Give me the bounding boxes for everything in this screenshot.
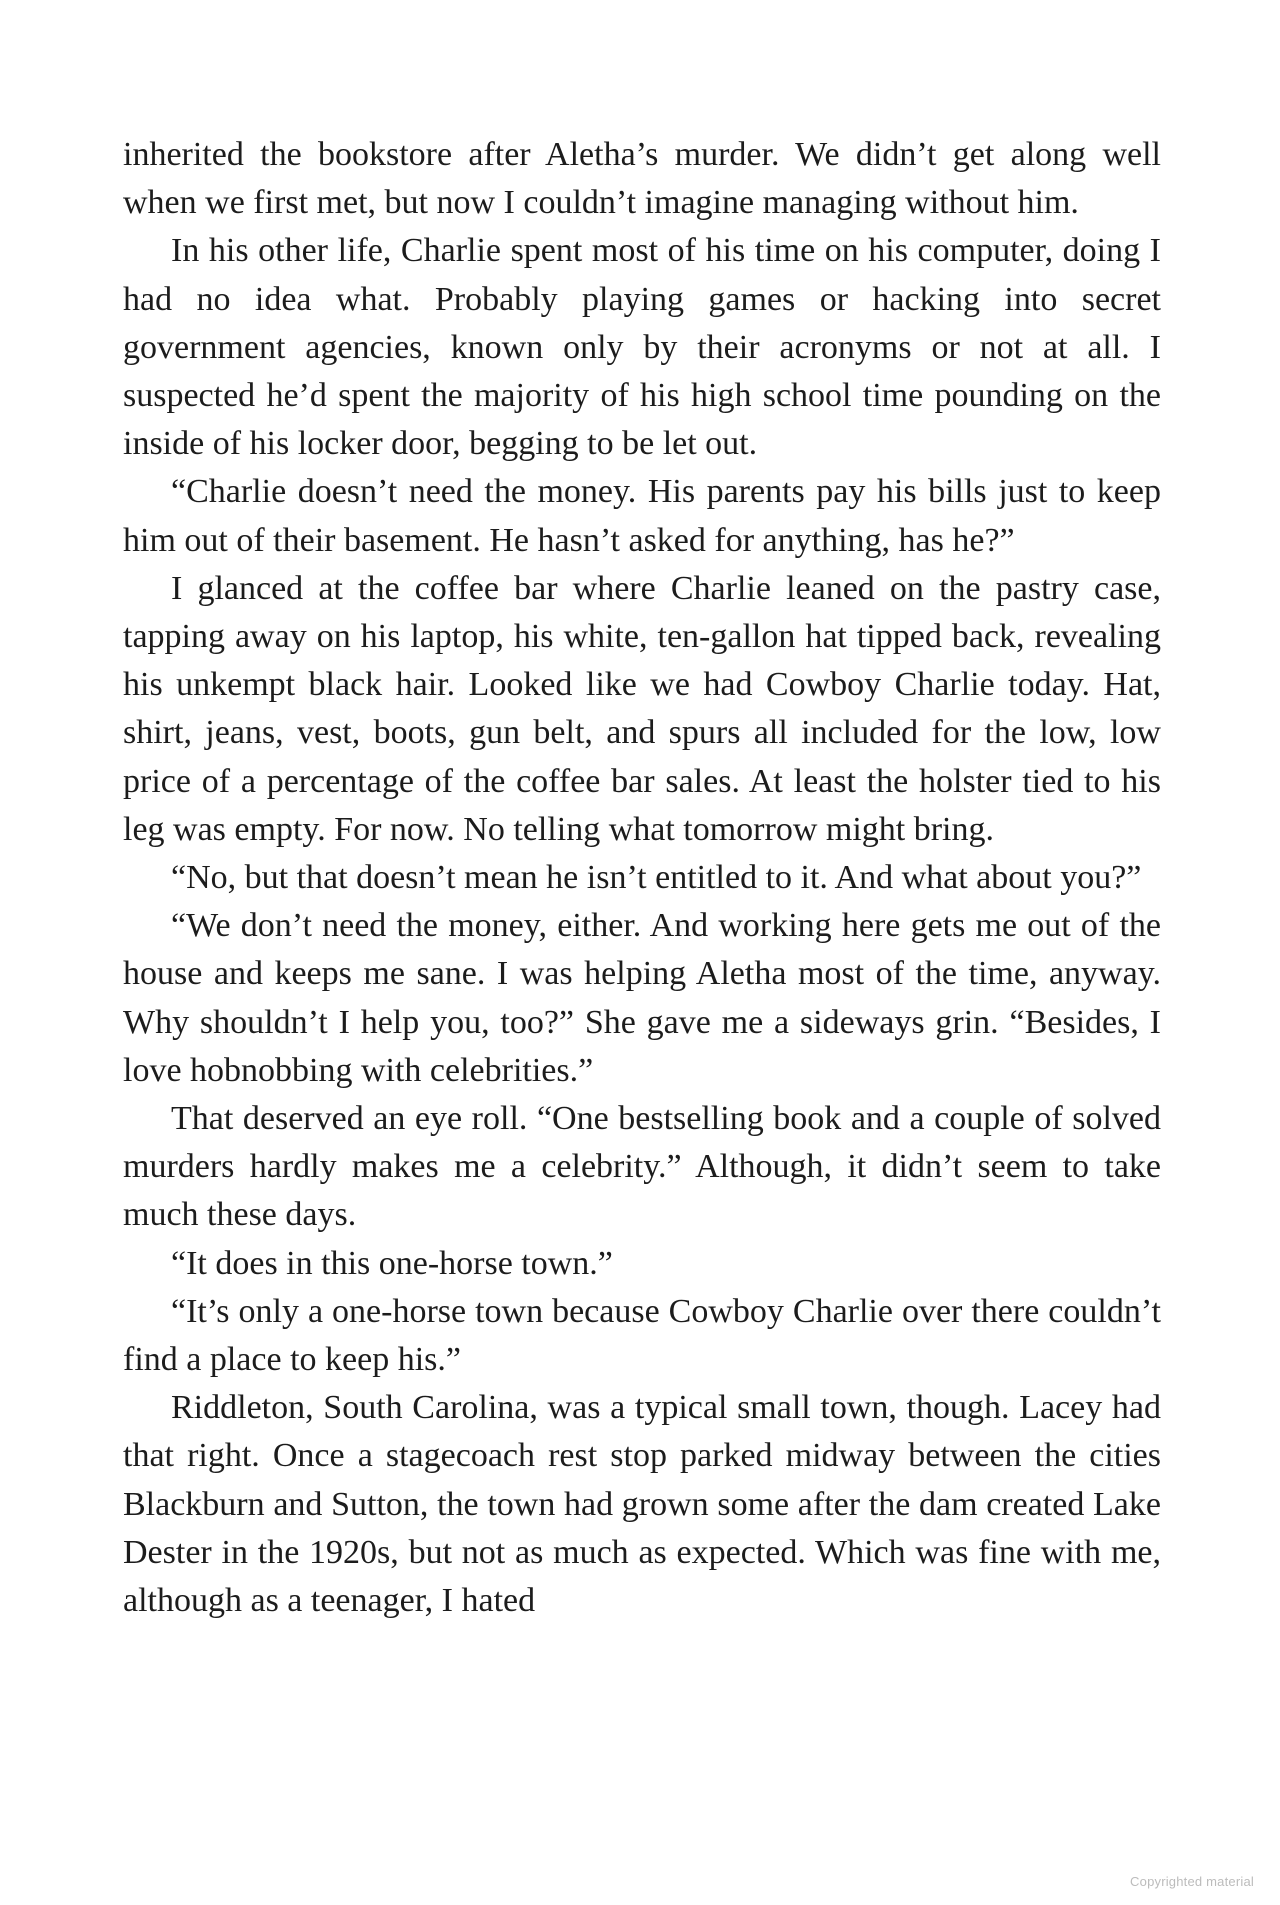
paragraph: “It does in this one-horse town.” xyxy=(171,1244,613,1282)
paragraph: inherited the bookstore after Aletha’s murder. We didn’t get along well when we first met, but now I couldn’t imagine managing without him. xyxy=(123,136,1161,222)
paragraph: “Charlie doesn’t need the money. His parents pay his bills just to keep him out of their basement. He hasn’t asked for anything, has he?” xyxy=(123,473,1161,559)
paragraph: “No, but that doesn’t mean he isn’t entitled to it. And what about you?” xyxy=(171,859,1142,897)
paragraph: I glanced at the coffee bar where Charlie leaned on the pastry case, tapping away on his laptop, his white, ten-gallon hat tipped back, revealing his unkempt black hair. Looked like we had Cowboy Charlie today. Hat, shirt, jeans, vest, boots, gun belt, and spurs all included for the low, low price of a percentage of the coffee bar sales. At least the holster tied to his leg was empty. For now. No telling what tomorrow might bring. xyxy=(123,569,1161,848)
paragraph: “We don’t need the money, either. And working here gets me out of the house and keeps me sane. I was helping Aletha most of the time, anyway. Why shouldn’t I help you, too?” She gave me a sideways grin. “Besides, I love hobnobbing with celebrities.” xyxy=(123,907,1161,1089)
paragraph: “It’s only a one-horse town because Cowboy Charlie over there couldn’t find a place to keep his.” xyxy=(123,1292,1161,1379)
copyright-watermark: Copyrighted material xyxy=(1130,1874,1254,1889)
paragraph: That deserved an eye roll. “One bestselling book and a couple of solved murders hardly makes me a celebrity.” Although, it didn’t seem to take much these days. xyxy=(123,1100,1161,1234)
paragraph: In his other life, Charlie spent most of his time on his computer, doing I had no idea what. Probably playing games or hacking into secret government agencies, known only by their acronyms or not at all. I suspected he’d spent the majority of his high school time pounding on the inside of his locker door, begging to be let out. xyxy=(123,232,1161,463)
paragraph: Riddleton, South Carolina, was a typical small town, though. Lacey had that right. Once a stagecoach rest stop parked midway between the cities Blackburn and Sutton, the town had grown some after the dam created Lake Dester in the 1920s, but not as much as expected. Which was fine with me, although as a teenager, I hated xyxy=(123,1389,1161,1620)
body-text xyxy=(123,131,1161,1625)
